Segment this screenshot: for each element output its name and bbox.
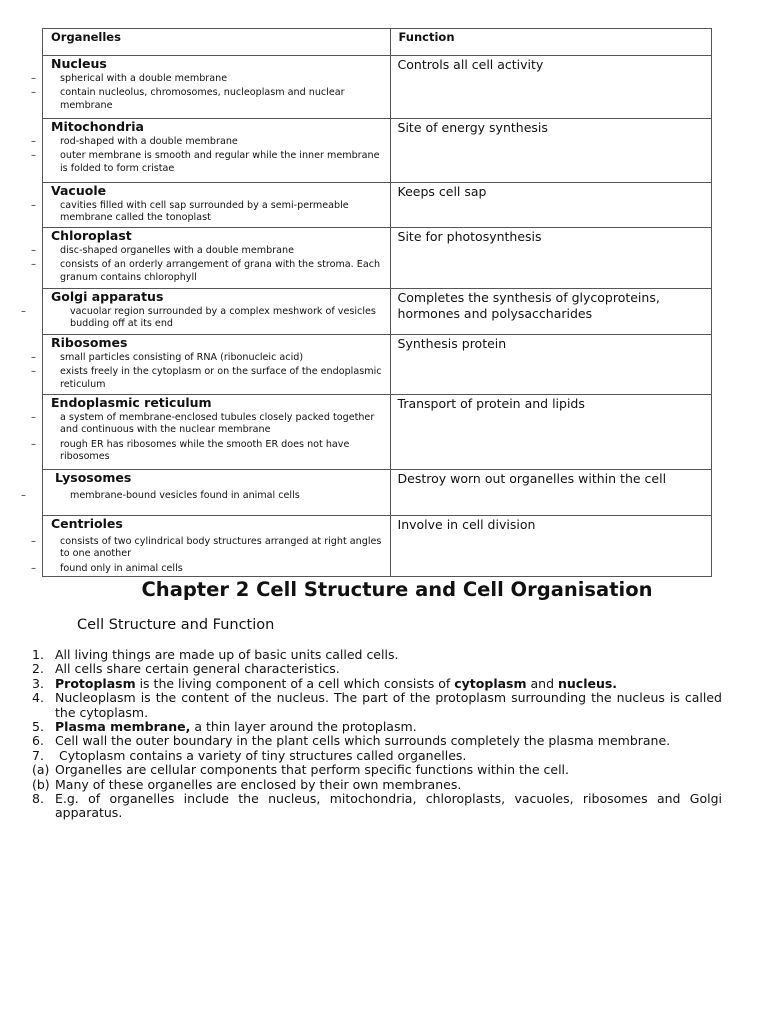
- term-protoplasm: Protoplasm: [55, 675, 136, 691]
- organelle-description: [31, 536, 390, 575]
- list-number: 8.: [32, 791, 44, 807]
- organelle-function: Site of energy synthesis: [397, 120, 548, 135]
- table-row: [43, 470, 712, 516]
- header-function: Function: [390, 29, 711, 56]
- organelle-description: [31, 352, 390, 391]
- organelle-cell: [31, 516, 391, 577]
- function-cell: [390, 119, 711, 183]
- description-point: – a system of membrane-enclosed tubules closely packed together and continuous with the nuclear membrane: [31, 412, 375, 436]
- table-row: [43, 289, 712, 335]
- notes-list: [32, 648, 722, 821]
- term-cytoplasm: cytoplasm: [454, 675, 527, 691]
- list-item: 2. All cells share certain general characteristics.: [32, 661, 340, 677]
- function-cell: [390, 395, 711, 470]
- organelle-name: Endoplasmic reticulum: [51, 395, 212, 410]
- table-row: [43, 119, 712, 183]
- organelle-function: Completes the synthesis of glycoproteins, hormones and polysaccharides: [397, 290, 660, 321]
- table-row: [43, 228, 712, 289]
- organelle-function: Involve in cell division: [397, 517, 536, 532]
- organelle-description: [31, 412, 390, 464]
- table-row: [43, 183, 712, 228]
- organelle-description: [31, 73, 390, 112]
- organelle-function: Transport of protein and lipids: [397, 396, 585, 411]
- organelle-function: Controls all cell activity: [397, 57, 544, 72]
- description-point: – disc-shaped organelles with a double membrane: [31, 245, 295, 256]
- table-header-row: [43, 29, 712, 56]
- description-point: – consists of two cylindrical body structures arranged at right angles to one another: [31, 536, 382, 560]
- organelle-description: [21, 306, 390, 331]
- description-point: – spherical with a double membrane: [31, 73, 228, 84]
- organelle-cell: [31, 119, 391, 183]
- description-point: – rough ER has ribosomes while the smooth ER does not have ribosomes: [31, 438, 350, 463]
- organelle-name: Chloroplast: [51, 228, 132, 243]
- organelle-name: Vacuole: [51, 183, 107, 198]
- function-cell: [390, 228, 711, 289]
- organelle-description: [31, 245, 390, 284]
- list-item: 7. Cytoplasm contains a variety of tiny structures called organelles.: [32, 747, 467, 763]
- description-point: – membrane-bound vesicles found in animal cells: [21, 490, 300, 501]
- organelle-description: [31, 136, 390, 175]
- list-number: 2.: [32, 661, 44, 677]
- description-point: – consists of an orderly arrangement of grana with the stroma. Each granum contains chlorophyll: [31, 259, 381, 283]
- list-item: 8. E.g. of organelles include the nucleus, mitochondria, chloroplasts, vacuoles, ribosomes and Golgi apparatus.: [32, 791, 722, 821]
- description-point: – vacuolar region surrounded by a complex meshwork of vesicles budding off at its end: [21, 306, 376, 330]
- table-row: [43, 56, 712, 119]
- list-number: (a): [32, 762, 50, 778]
- function-cell: [390, 56, 711, 119]
- list-item: 3. Protoplasm is the living component of a cell which consists of cytoplasm and nucleus.: [32, 675, 618, 691]
- list-number: (b): [32, 776, 50, 792]
- organelle-name: Ribosomes: [51, 335, 128, 350]
- function-cell: [390, 289, 711, 335]
- organelle-cell: [31, 335, 391, 395]
- organelle-function: Keeps cell sap: [397, 184, 487, 199]
- term-nucleus: nucleus.: [557, 675, 618, 691]
- organelle-name: Nucleus: [51, 56, 107, 71]
- term-plasma-membrane: Plasma membrane,: [55, 719, 191, 735]
- function-cell: [390, 335, 711, 395]
- list-item: (a) Organelles are cellular components that perform specific functions within the cell.: [32, 762, 570, 778]
- organelle-description: [21, 490, 390, 502]
- list-number: 7.: [32, 747, 44, 763]
- organelle-cell: [31, 183, 391, 228]
- table-row: [43, 516, 712, 577]
- organelle-cell: [31, 56, 391, 119]
- table-row: [43, 395, 712, 470]
- organelle-name: Centrioles: [51, 516, 123, 531]
- organelle-name: Golgi apparatus: [51, 289, 164, 304]
- chapter-title: Chapter 2 Cell Structure and Cell Organisation: [141, 578, 653, 601]
- list-item: (b) Many of these organelles are enclosed by their own membranes.: [32, 776, 462, 792]
- list-number: 5.: [32, 719, 44, 735]
- description-point: – cavities filled with cell sap surrounded by a semi-permeable membrane called the tonoplast: [31, 200, 349, 224]
- organelle-function: Destroy worn out organelles within the cell: [397, 471, 667, 486]
- list-item: 1. All living things are made up of basic units called cells.: [32, 647, 399, 662]
- organelles-table: [21, 28, 712, 577]
- description-point: – outer membrane is smooth and regular while the inner membrane is folded to form cristae: [31, 150, 380, 174]
- list-item: 5. Plasma membrane, a thin layer around the protoplasm.: [32, 719, 417, 735]
- organelle-name: Mitochondria: [51, 119, 144, 134]
- list-number: 3.: [32, 675, 44, 691]
- description-point: – found only in animal cells: [31, 562, 183, 574]
- list-item: 4. Nucleoplasm is the content of the nucleus. The part of the protoplasm surrounding the nucleus is called the cytoplasm.: [32, 690, 722, 720]
- organelle-function: Site for photosynthesis: [397, 229, 542, 244]
- organelle-description: [31, 200, 390, 225]
- description-point: – contain nucleolus, chromosomes, nucleoplasm and nuclear membrane: [31, 87, 345, 111]
- function-cell: [390, 183, 711, 228]
- organelle-cell: [21, 470, 391, 516]
- list-number: 1.: [32, 647, 44, 662]
- list-number: 4.: [32, 690, 44, 706]
- organelle-cell: [31, 228, 391, 289]
- description-point: – rod-shaped with a double membrane: [31, 136, 238, 147]
- organelle-cell: [21, 289, 391, 335]
- function-cell: [390, 516, 711, 577]
- description-point: – small particles consisting of RNA (ribonucleic acid): [31, 352, 304, 363]
- header-organelles: Organelles: [43, 29, 391, 56]
- organelle-cell: [31, 395, 391, 470]
- description-point: – exists freely in the cytoplasm or on the surface of the endoplasmic reticulum: [31, 366, 382, 390]
- organelle-function: Synthesis protein: [397, 336, 507, 351]
- organelle-name: Lysosomes: [55, 470, 132, 485]
- table-row: [43, 335, 712, 395]
- list-item: 6. Cell wall the outer boundary in the plant cells which surrounds completely the plasma membrane.: [32, 733, 671, 749]
- list-number: 6.: [32, 733, 44, 749]
- function-cell: [390, 470, 711, 516]
- section-title: Cell Structure and Function: [77, 617, 275, 633]
